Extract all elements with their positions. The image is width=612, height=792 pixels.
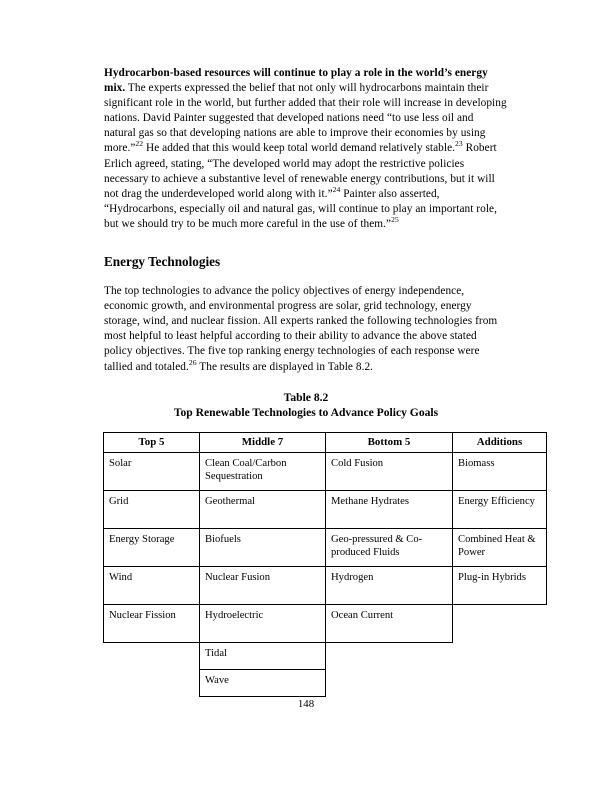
table-cell: Hydroelectric [200, 605, 326, 643]
paragraph-body-3: Robert Erlich agreed, stating, “The developed world may adopt the restrictive policies necessary to achieve a substantive level of renewable energy contributions, but it will not drag the underdeveloped world along with it.” [104, 142, 497, 200]
footnote-marker-24: 24 [332, 184, 341, 194]
table-cell: Ocean Current [326, 605, 453, 643]
table-cell: Hydrogen [326, 567, 453, 605]
table-row [104, 670, 547, 697]
table-cell: Cold Fusion [326, 453, 453, 491]
table-header-row [104, 433, 547, 453]
table-row [104, 605, 547, 643]
paragraph-lead-bold: Hydrocarbon-based resources will continue to play a role in the world’s energy mix. [104, 67, 488, 95]
column-header-middle-7: Middle 7 [200, 433, 326, 453]
table-caption-line-1: Table 8.2 [283, 390, 329, 404]
table-cell: Wind [104, 567, 200, 605]
paragraph-body-1: The experts expressed the belief that not only will hydrocarbons maintain their significant role in the world, but further added that their role will increase in developing nations. David Painter suggested that developed nations need “to use less oil and natural gas so that developing nations are able to improve their economies by using more.” [104, 82, 507, 155]
table-cell: Nuclear Fusion [200, 567, 326, 605]
table-cell [326, 670, 453, 697]
table-row [104, 567, 547, 605]
table-cell: Solar [104, 453, 200, 491]
section-heading-energy-technologies: Energy Technologies [104, 254, 221, 270]
spacer-before-caption [104, 375, 508, 390]
table-row [104, 491, 547, 529]
footnote-marker-23: 23 [455, 139, 463, 149]
table-cell: Biomass [453, 453, 547, 491]
table-header [104, 433, 547, 453]
paragraph-body-2: He added that this would keep total world demand relatively stable. [143, 142, 456, 155]
paragraph-body-4: Painter also asserted, “Hydrocarbons, especially oil and natural gas, will continue to play an important role, but we should try to be much more careful in the use of them.” [104, 187, 497, 230]
page-number: 148 [297, 698, 315, 710]
table-cell: Nuclear Fission [104, 605, 200, 643]
paragraph-energy-technologies [104, 284, 508, 375]
table-caption [104, 390, 508, 420]
table-row [104, 529, 547, 567]
table-cell [453, 670, 547, 697]
table-cell: Grid [104, 491, 200, 529]
table-row [104, 643, 547, 670]
table-caption-line-2: Top Renewable Technologies to Advance Policy Goals [173, 405, 439, 419]
column-header-additions: Additions [453, 433, 547, 453]
footnote-marker-26: 26 [188, 357, 197, 367]
table-cell: Geo-pressured & Co-produced Fluids [326, 529, 453, 567]
table-body [104, 453, 547, 697]
table-cell [104, 670, 200, 697]
table-cell: Wave [200, 670, 326, 697]
table-cell: Energy Efficiency [453, 491, 547, 529]
table-cell: Geothermal [200, 491, 326, 529]
paragraph2-body-2: The results are displayed in Table 8.2. [196, 360, 374, 373]
table-cell: Clean Coal/Carbon Sequestration [200, 453, 326, 491]
table-cell [104, 643, 200, 670]
page-body [104, 66, 508, 420]
paragraph-hydrocarbon [104, 66, 508, 232]
table-cell [453, 643, 547, 670]
table-cell [326, 643, 453, 670]
table-cell: Combined Heat & Power [453, 529, 547, 567]
renewable-technologies-table [103, 432, 547, 697]
column-header-top-5: Top 5 [104, 433, 200, 453]
table-cell: Energy Storage [104, 529, 200, 567]
table-cell: Plug-in Hybrids [453, 567, 547, 605]
spacer-after-heading [104, 270, 508, 284]
table-cell [453, 605, 547, 643]
footnote-marker-25: 25 [391, 215, 399, 225]
table-container [103, 432, 546, 697]
column-header-bottom-5: Bottom 5 [326, 433, 453, 453]
footnote-marker-22: 22 [135, 139, 144, 149]
table-cell: Tidal [200, 643, 326, 670]
table-row [104, 453, 547, 491]
table-cell: Biofuels [200, 529, 326, 567]
table-cell: Methane Hydrates [326, 491, 453, 529]
spacer-before-heading [104, 232, 508, 254]
paragraph2-body-1: The top technologies to advance the policy objectives of energy independence, economic growth, and environmental progress are solar, grid technology, energy storage, wind, and nuclear fission. All experts ranked the following technologies from most helpful to least helpful according to their ability to advance the above stated policy objectives. The five top ranking energy technologies of each response were tallied and totaled. [104, 285, 498, 373]
